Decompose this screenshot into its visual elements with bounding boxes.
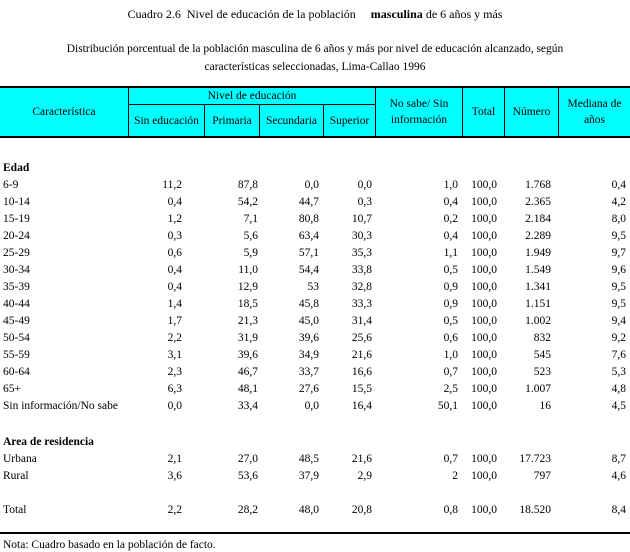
table-row bbox=[0, 451, 630, 468]
cell-secundaria: 57,1 bbox=[298, 247, 319, 259]
table-body bbox=[0, 160, 630, 519]
cell-mediana: 7,6 bbox=[611, 349, 626, 361]
cell-secundaria: 45,0 bbox=[298, 315, 319, 327]
cell-numero: 2.184 bbox=[525, 213, 551, 225]
header-primaria: Primaria bbox=[212, 114, 252, 127]
cell-total: 100,0 bbox=[471, 366, 497, 378]
table-row bbox=[0, 279, 630, 296]
table-row bbox=[0, 177, 630, 194]
cell-total: 100,0 bbox=[471, 281, 497, 293]
cell-no-sabe: 2,5 bbox=[443, 383, 458, 395]
cell-secundaria: 44,7 bbox=[298, 196, 319, 208]
table-row bbox=[0, 245, 630, 262]
cell-secundaria: 33,7 bbox=[298, 366, 319, 378]
cell-no-sabe: 0,9 bbox=[443, 281, 458, 293]
cell-sin-educacion: 3,6 bbox=[167, 470, 182, 482]
cell-no-sabe: 0,2 bbox=[443, 213, 458, 225]
cell-superior: 2,9 bbox=[357, 470, 372, 482]
subtitle-line-2: características seleccionadas, Lima-Callao 1996 bbox=[204, 61, 426, 73]
cell-sin-educacion: 1,4 bbox=[167, 298, 182, 310]
cell-numero: 16 bbox=[539, 400, 551, 412]
cell-secundaria: 27,6 bbox=[298, 383, 319, 395]
cell-sin-educacion: 3,1 bbox=[167, 349, 182, 361]
row-label: 65+ bbox=[3, 383, 21, 395]
cell-sin-educacion: 2,2 bbox=[167, 504, 182, 516]
cell-numero: 2.289 bbox=[525, 230, 551, 242]
cell-total: 100,0 bbox=[471, 247, 497, 259]
cell-total: 100,0 bbox=[471, 213, 497, 225]
row-label: 35-39 bbox=[3, 281, 30, 293]
cell-secundaria: 39,6 bbox=[298, 332, 319, 344]
edad-rows bbox=[0, 177, 630, 415]
row-label: Sin información/No sabe bbox=[3, 400, 118, 412]
row-label: 30-34 bbox=[3, 264, 30, 276]
row-label: 6-9 bbox=[3, 179, 19, 191]
cell-numero: 1.151 bbox=[525, 298, 551, 310]
table-row bbox=[0, 228, 630, 245]
cell-numero: 1.768 bbox=[525, 179, 551, 191]
cell-superior: 16,6 bbox=[351, 366, 372, 378]
cell-no-sabe: 0,6 bbox=[443, 332, 458, 344]
cell-no-sabe: 0,5 bbox=[443, 264, 458, 276]
cell-no-sabe: 0,4 bbox=[443, 196, 458, 208]
title-bold: masculina bbox=[370, 7, 423, 21]
row-label: Rural bbox=[3, 470, 29, 482]
table-row bbox=[0, 313, 630, 330]
row-label: 50-54 bbox=[3, 332, 30, 344]
cell-primaria: 7,1 bbox=[243, 213, 258, 225]
cell-superior: 33,8 bbox=[351, 264, 372, 276]
row-label: 40-44 bbox=[3, 298, 30, 310]
table-row bbox=[0, 262, 630, 279]
table-bottom-rule bbox=[0, 532, 630, 534]
cell-mediana: 8,4 bbox=[611, 504, 626, 516]
cell-superior: 33,3 bbox=[351, 298, 372, 310]
cell-mediana: 9,4 bbox=[611, 315, 626, 327]
cell-primaria: 54,2 bbox=[237, 196, 258, 208]
cell-numero: 1.341 bbox=[525, 281, 551, 293]
area-rows bbox=[0, 451, 630, 485]
title-prefix: Cuadro 2.6 Nivel de educación de la población bbox=[127, 7, 356, 21]
title-suffix: de 6 años y más bbox=[422, 7, 503, 21]
cell-primaria: 27,0 bbox=[237, 453, 258, 465]
table-row bbox=[0, 330, 630, 347]
cell-sin-educacion: 0,4 bbox=[167, 196, 182, 208]
cell-sin-educacion: 0,4 bbox=[167, 264, 182, 276]
cell-total: 100,0 bbox=[471, 315, 497, 327]
cell-mediana: 8,0 bbox=[611, 213, 626, 225]
cell-mediana: 0,4 bbox=[611, 179, 626, 191]
header-secundaria: Secundaria bbox=[265, 114, 318, 127]
header-numero: Número bbox=[512, 106, 551, 118]
header-mediana-line-2: años bbox=[583, 114, 606, 126]
cell-mediana: 9,5 bbox=[611, 298, 626, 310]
cell-mediana: 9,6 bbox=[611, 264, 626, 276]
cell-superior: 0,3 bbox=[357, 196, 372, 208]
subtitle-line-1: Distribución porcentual de la población masculina de 6 años y más por nivel de educación alcanzado, según bbox=[66, 43, 564, 55]
cell-total: 100,0 bbox=[471, 383, 497, 395]
cell-numero: 2.365 bbox=[525, 196, 551, 208]
table-subtitle bbox=[20, 40, 610, 76]
cell-primaria: 87,8 bbox=[237, 179, 258, 191]
total-rows bbox=[0, 502, 630, 519]
cell-sin-educacion: 0,0 bbox=[167, 400, 182, 412]
cell-secundaria: 48,5 bbox=[298, 453, 319, 465]
cell-primaria: 48,1 bbox=[237, 383, 258, 395]
cell-primaria: 46,7 bbox=[237, 366, 258, 378]
row-label: Total bbox=[3, 504, 27, 516]
cell-superior: 25,6 bbox=[351, 332, 372, 344]
cell-primaria: 53,6 bbox=[237, 470, 258, 482]
cell-numero: 18.520 bbox=[519, 504, 551, 516]
cell-primaria: 18,5 bbox=[237, 298, 258, 310]
header-sin-educacion: Sin educación bbox=[134, 114, 199, 127]
cell-no-sabe: 0,7 bbox=[443, 453, 458, 465]
row-label: Urbana bbox=[3, 453, 37, 465]
cell-numero: 1.549 bbox=[525, 264, 551, 276]
cell-numero: 1.949 bbox=[525, 247, 551, 259]
cell-no-sabe: 0,4 bbox=[443, 230, 458, 242]
table-header bbox=[0, 86, 630, 138]
row-label: 25-29 bbox=[3, 247, 30, 259]
cell-secundaria: 0,0 bbox=[304, 179, 319, 191]
cell-numero: 17.723 bbox=[519, 453, 551, 465]
cell-no-sabe: 50,1 bbox=[437, 400, 458, 412]
cell-primaria: 33,4 bbox=[237, 400, 258, 412]
cell-no-sabe: 2 bbox=[452, 470, 458, 482]
cell-numero: 832 bbox=[533, 332, 551, 344]
cell-total: 100,0 bbox=[471, 470, 497, 482]
table-row bbox=[0, 381, 630, 398]
cell-primaria: 21,3 bbox=[237, 315, 258, 327]
table-row bbox=[0, 296, 630, 313]
cell-sin-educacion: 2,2 bbox=[167, 332, 182, 344]
cell-primaria: 39,6 bbox=[237, 349, 258, 361]
cell-primaria: 31,9 bbox=[237, 332, 258, 344]
header-mediana-line-1: Mediana de bbox=[567, 98, 622, 110]
cell-no-sabe: 0,8 bbox=[443, 504, 458, 516]
cell-superior: 32,8 bbox=[351, 281, 372, 293]
cell-sin-educacion: 2,3 bbox=[167, 366, 182, 378]
cell-primaria: 11,0 bbox=[238, 264, 258, 276]
table-row bbox=[0, 364, 630, 381]
total-row bbox=[0, 502, 630, 519]
cell-mediana: 4,5 bbox=[611, 400, 626, 412]
cell-no-sabe: 1,1 bbox=[443, 247, 458, 259]
cell-sin-educacion: 11,2 bbox=[162, 179, 182, 191]
header-no-sabe-line-1: No sabe/ Sin bbox=[389, 98, 449, 110]
cell-numero: 545 bbox=[533, 349, 551, 361]
cell-mediana: 4,8 bbox=[611, 383, 626, 395]
cell-mediana: 5,3 bbox=[611, 366, 626, 378]
cell-secundaria: 45,8 bbox=[298, 298, 319, 310]
cell-superior: 31,4 bbox=[351, 315, 372, 327]
cell-primaria: 5,9 bbox=[243, 247, 258, 259]
cell-superior: 20,8 bbox=[351, 504, 372, 516]
cell-mediana: 9,7 bbox=[611, 247, 626, 259]
cell-primaria: 5,6 bbox=[243, 230, 258, 242]
cell-sin-educacion: 0,6 bbox=[167, 247, 182, 259]
cell-superior: 10,7 bbox=[351, 213, 372, 225]
section-area-row bbox=[0, 434, 630, 451]
row-label: 20-24 bbox=[3, 230, 30, 242]
section-edad-label: Edad bbox=[3, 162, 30, 174]
cell-no-sabe: 1,0 bbox=[443, 349, 458, 361]
cell-numero: 523 bbox=[533, 366, 551, 378]
cell-total: 100,0 bbox=[471, 349, 497, 361]
header-no-sabe bbox=[376, 88, 462, 136]
header-no-sabe-line-2: información bbox=[390, 114, 448, 126]
cell-superior: 15,5 bbox=[351, 383, 372, 395]
row-label: 45-49 bbox=[3, 315, 30, 327]
cell-mediana: 9,5 bbox=[611, 230, 626, 242]
cell-mediana: 9,5 bbox=[611, 281, 626, 293]
table-row bbox=[0, 211, 630, 228]
cell-sin-educacion: 0,4 bbox=[167, 281, 182, 293]
cell-sin-educacion: 2,1 bbox=[167, 453, 182, 465]
cell-superior: 30,3 bbox=[351, 230, 372, 242]
cell-numero: 1.007 bbox=[525, 383, 551, 395]
row-label: 60-64 bbox=[3, 366, 30, 378]
cell-no-sabe: 1,0 bbox=[443, 179, 458, 191]
cell-mediana: 4,6 bbox=[611, 470, 626, 482]
cell-superior: 16,4 bbox=[351, 400, 372, 412]
cell-total: 100,0 bbox=[471, 264, 497, 276]
row-label: 15-19 bbox=[3, 213, 30, 225]
cell-secundaria: 34,9 bbox=[298, 349, 319, 361]
cell-mediana: 4,2 bbox=[611, 196, 626, 208]
table-note: Nota: Cuadro basado en la población de facto. bbox=[3, 539, 216, 551]
table-row bbox=[0, 194, 630, 211]
cell-total: 100,0 bbox=[471, 298, 497, 310]
cell-secundaria: 37,9 bbox=[298, 470, 319, 482]
cell-secundaria: 63,4 bbox=[298, 230, 319, 242]
cell-no-sabe: 0,9 bbox=[443, 298, 458, 310]
cell-secundaria: 48,0 bbox=[298, 504, 319, 516]
cell-secundaria: 80,8 bbox=[298, 213, 319, 225]
cell-superior: 35,3 bbox=[351, 247, 372, 259]
cell-numero: 1.002 bbox=[525, 315, 551, 327]
cell-total: 100,0 bbox=[471, 196, 497, 208]
cell-superior: 0,0 bbox=[357, 179, 372, 191]
cell-mediana: 8,7 bbox=[611, 453, 626, 465]
cell-sin-educacion: 1,2 bbox=[167, 213, 182, 225]
cell-mediana: 9,2 bbox=[611, 332, 626, 344]
cell-sin-educacion: 1,7 bbox=[167, 315, 182, 327]
section-edad-row bbox=[0, 160, 630, 177]
cell-secundaria: 53 bbox=[307, 281, 319, 293]
header-total: Total bbox=[471, 106, 496, 118]
cell-total: 100,0 bbox=[471, 179, 497, 191]
header-superior: Superior bbox=[329, 114, 370, 127]
cell-total: 100,0 bbox=[471, 504, 497, 516]
cell-secundaria: 0,0 bbox=[304, 400, 319, 412]
header-caracteristica: Característica bbox=[32, 106, 96, 118]
cell-primaria: 28,2 bbox=[237, 504, 258, 516]
cell-numero: 797 bbox=[533, 470, 551, 482]
cell-primaria: 12,9 bbox=[237, 281, 258, 293]
header-mediana bbox=[559, 88, 630, 136]
cell-total: 100,0 bbox=[471, 230, 497, 242]
cell-no-sabe: 0,5 bbox=[443, 315, 458, 327]
cell-superior: 21,6 bbox=[351, 453, 372, 465]
cell-no-sabe: 0,7 bbox=[443, 366, 458, 378]
section-area-label: Area de residencia bbox=[3, 436, 94, 448]
table-row bbox=[0, 468, 630, 485]
cell-superior: 21,6 bbox=[351, 349, 372, 361]
table-row bbox=[0, 347, 630, 364]
row-label: 55-59 bbox=[3, 349, 30, 361]
table-title bbox=[0, 7, 630, 22]
header-nivel-educacion: Nivel de educación bbox=[207, 90, 297, 102]
cell-total: 100,0 bbox=[471, 400, 497, 412]
cell-sin-educacion: 0,3 bbox=[167, 230, 182, 242]
cell-total: 100,0 bbox=[471, 332, 497, 344]
table-row bbox=[0, 398, 630, 415]
cell-secundaria: 54,4 bbox=[298, 264, 319, 276]
row-label: 10-14 bbox=[3, 196, 30, 208]
cell-sin-educacion: 6,3 bbox=[167, 383, 182, 395]
cell-total: 100,0 bbox=[471, 453, 497, 465]
